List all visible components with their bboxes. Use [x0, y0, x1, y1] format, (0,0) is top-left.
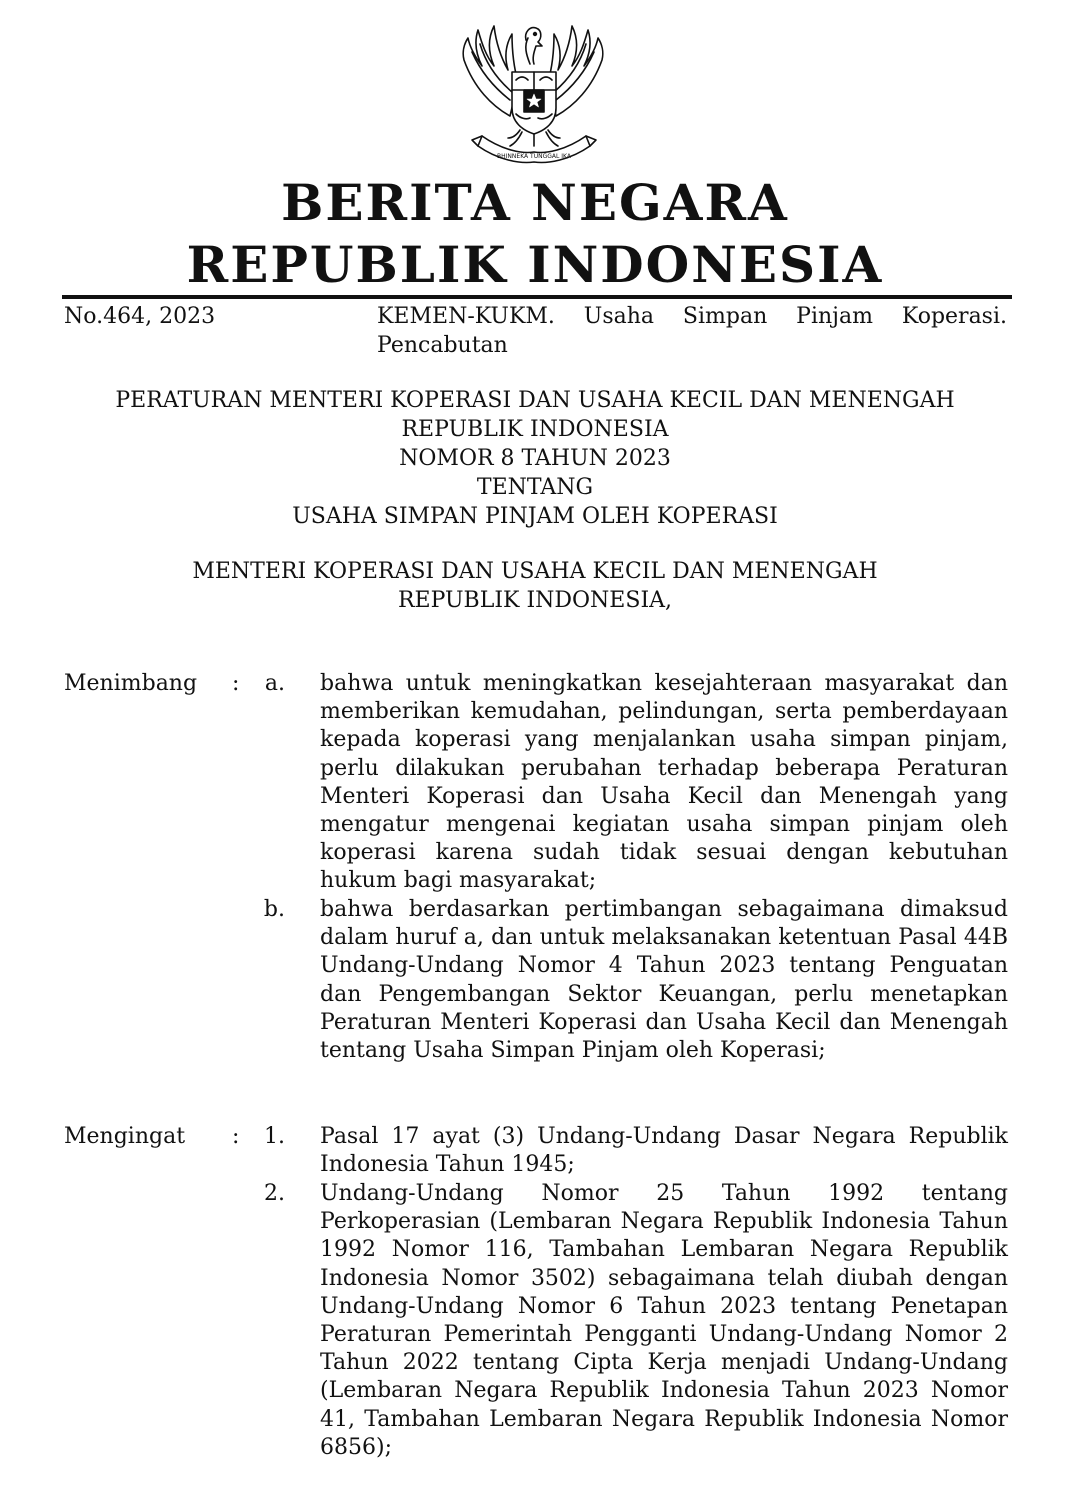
- regulation-heading-line: NOMOR 8 TAHUN 2023: [399, 446, 671, 471]
- regulation-heading: [0, 386, 1070, 531]
- list-marker: a.: [264, 671, 285, 696]
- issuer-heading: [0, 557, 1070, 615]
- garuda-emblem-icon: [452, 18, 614, 170]
- regulation-heading-line: TENTANG: [476, 475, 594, 500]
- regulation-heading-line: PERATURAN MENTERI KOPERASI DAN USAHA KECIL DAN MENENGAH: [115, 388, 955, 413]
- menimbang-colon: :: [232, 671, 240, 696]
- mengingat-item-2: Undang-Undang Nomor 25 Tahun 1992 tentang Perkoperasian (Lembaran Negara Republik Indonesia Tahun 1992 Nomor 116, Tambahan Lembaran Negara Republik Indonesia Nomor 3502) sebagaimana telah diubah dengan Undang-Undang Nomor 6 Tahun 2023 tentang Penetapan Peraturan Pemerintah Pengganti Undang-Undang Nomor 2 Tahun 2022 tentang Cipta Kerja menjadi Undang-Undang (Lembaran Negara Republik Indonesia Tahun 2023 Nomor 41, Tambahan Lembaran Negara Republik Indonesia Nomor 6856);: [320, 1181, 1008, 1460]
- issuer-heading-line: MENTERI KOPERASI DAN USAHA KECIL DAN MENENGAH: [192, 559, 878, 584]
- list-marker: b.: [263, 897, 285, 922]
- gazette-subject: KEMEN-KUKM. Usaha Simpan Pinjam Koperasi. Pencabutan: [377, 304, 1007, 358]
- header-divider: [62, 295, 1012, 299]
- masthead-title-line2: REPUBLIK INDONESIA: [186, 235, 884, 294]
- list-marker: 1.: [264, 1124, 285, 1149]
- list-marker: 2.: [264, 1181, 285, 1206]
- mengingat-label: Mengingat: [64, 1124, 186, 1149]
- regulation-heading-line: REPUBLIK INDONESIA: [401, 417, 669, 442]
- mengingat-colon: :: [232, 1124, 240, 1149]
- svg-text:BHINNEKA TUNGGAL IKA: BHINNEKA TUNGGAL IKA: [497, 153, 571, 160]
- menimbang-label: Menimbang: [64, 671, 198, 696]
- gazette-number: No.464, 2023: [64, 304, 216, 329]
- mengingat-item-1: Pasal 17 ayat (3) Undang-Undang Dasar Negara Republik Indonesia Tahun 1945;: [320, 1124, 1008, 1178]
- regulation-heading-line: USAHA SIMPAN PINJAM OLEH KOPERASI: [292, 504, 778, 529]
- menimbang-item-b: bahwa berdasarkan pertimbangan sebagaimana dimaksud dalam huruf a, dan untuk melaksanakan ketentuan Pasal 44B Undang-Undang Nomor 4 Tahun 2023 tentang Penguatan dan Pengembangan Sektor Keuangan, perlu menetapkan Peraturan Menteri Koperasi dan Usaha Kecil dan Menengah tentang Usaha Simpan Pinjam oleh Koperasi;: [320, 897, 1008, 1064]
- menimbang-item-a: bahwa untuk meningkatkan kesejahteraan masyarakat dan memberikan kemudahan, pelindungan, serta pemberdayaan kepada koperasi yang menjalankan usaha simpan pinjam, perlu dilakukan perubahan terhadap beberapa Peraturan Menteri Koperasi dan Usaha Kecil dan Menengah yang mengatur mengenai kegiatan usaha simpan pinjam oleh koperasi karena sudah tidak sesuai dengan kebutuhan hukum bagi masyarakat;: [320, 671, 1008, 894]
- masthead-title-line1: BERITA NEGARA: [281, 173, 789, 232]
- issuer-heading-line: REPUBLIK INDONESIA,: [397, 588, 673, 613]
